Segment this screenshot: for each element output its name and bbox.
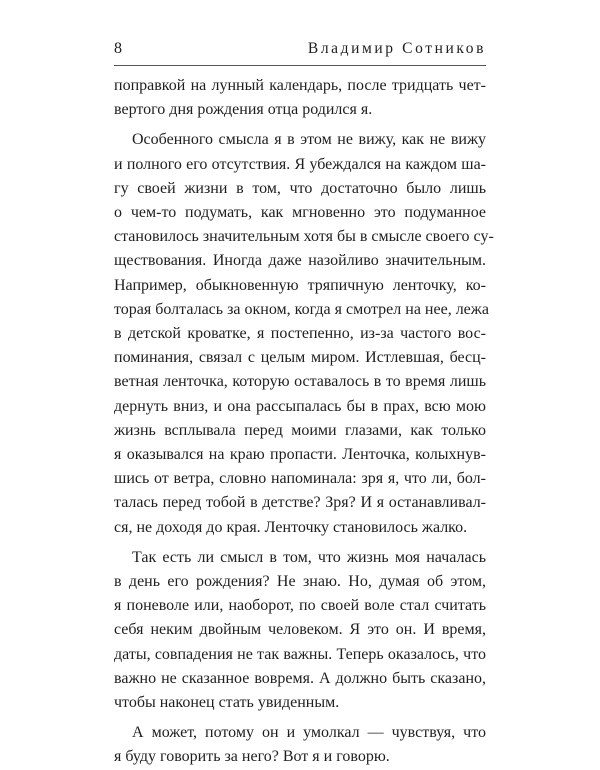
body-text — [114, 74, 494, 770]
text-line: ществования. Иногда даже назойливо значительным. — [114, 252, 486, 270]
text-line: становилось значительным хотя бы в смысле своего су- — [114, 228, 494, 246]
text-line: талась перед тобой в детстве? Зря? И я останавливал- — [114, 494, 486, 512]
text-line: А может, потому он и умолкал — чувствуя, что — [132, 724, 486, 742]
text-line: торая болталась за окном, когда я смотрел на нее, лежа — [114, 300, 489, 318]
text-line: я поневоле или, наоборот, по своей воле стал считать — [114, 597, 486, 615]
paragraph — [114, 546, 486, 715]
text-line: даты, совпадения не так важны. Теперь оказалось, что — [114, 645, 486, 663]
header-rule — [114, 65, 486, 66]
text-line: в детской кроватке, я постепенно, из-за частого вос- — [114, 325, 486, 343]
text-line: чтобы наконец стать увиденным. — [114, 694, 340, 712]
text-line: поминания, связал с целым миром. Истлевшая, бесц- — [114, 349, 486, 367]
paragraph — [114, 721, 486, 769]
text-line: я оказывался на краю пропасти. Ленточка, колыхнув- — [114, 446, 486, 464]
text-line: себя неким двойным человеком. Я это он. И время, — [114, 621, 486, 639]
text-line: жизнь всплывала перед моими глазами, как только — [114, 421, 486, 439]
text-line: в день его рождения? Не знаю. Но, думая об этом, — [114, 573, 486, 591]
text-line: о чем-то подумать, как мгновенно это подуманное — [114, 204, 486, 222]
paragraph — [114, 128, 494, 539]
text-line: и полного его отсутствия. Я убеждался на каждом ша- — [114, 155, 486, 173]
paragraph — [114, 74, 486, 122]
text-line: ветная ленточка, которую оставалось в то время лишь — [114, 373, 486, 391]
text-line: шись от ветра, словно напоминала: зря я, что ли, бол- — [114, 470, 486, 488]
text-line: важно не сказанное вовремя. А должно быть сказано, — [114, 669, 486, 687]
text-line: дернуть вниз, и она рассыпалась бы в прах, всю мою — [114, 397, 486, 415]
text-line: поправкой на лунный календарь, после тридцать чет- — [114, 77, 486, 94]
page-number: 8 — [114, 40, 123, 57]
text-line: Например, обыкновенную тряпичную ленточку, ко- — [114, 276, 486, 294]
text-line: вертого дня рождения отца родился я. — [114, 101, 373, 119]
page-header — [114, 40, 486, 58]
text-line: я буду говорить за него? Вот я и говорю. — [114, 748, 390, 766]
text-line: Так есть ли смысл в том, что жизнь моя началась — [132, 548, 486, 566]
text-line: Особенного смысла я в этом не вижу, как не вижу — [132, 131, 486, 149]
text-line: ся, не доходя до края. Ленточку становилось жалко. — [114, 518, 468, 536]
running-head: Владимир Сотников — [307, 40, 486, 57]
text-line: гу своей жизни в том, что достаточно было лишь — [114, 179, 486, 197]
